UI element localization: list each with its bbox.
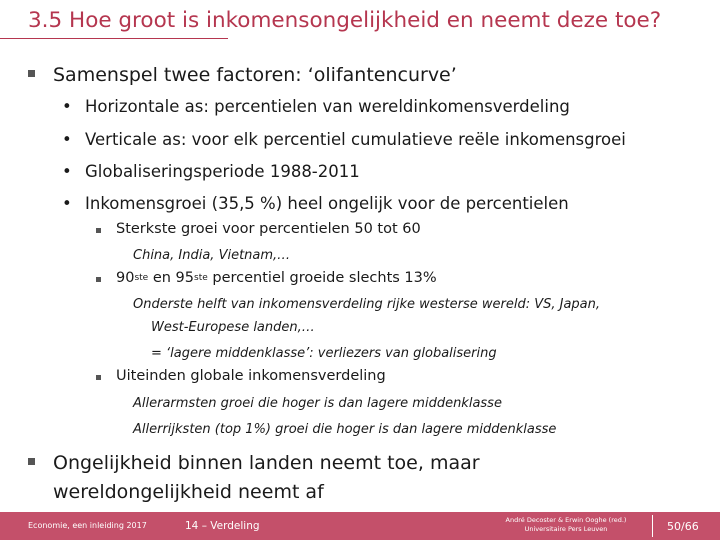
- square-bullet-icon: [96, 277, 101, 282]
- footer-course: Economie, een inleiding 2017: [28, 521, 147, 530]
- detail-point-2-rest: percentiel groeide slechts 13%: [207, 270, 437, 286]
- note-4: = ‘lagere middenklasse’: verliezers van globalisering: [151, 346, 497, 361]
- main-point-1-text: Samenspel twee factoren: ‘olifantencurve’: [53, 64, 457, 86]
- dot-bullet-icon: •: [62, 194, 72, 213]
- footer-chapter: 14 – Verdeling: [185, 520, 260, 532]
- sub-point-1-text: Horizontale as: percentielen van wereldinkomensverdeling: [85, 97, 570, 116]
- ordinal-suffix: ste: [194, 273, 208, 283]
- note-2: Onderste helft van inkomensverdeling rijke westerse wereld: VS, Japan,: [133, 297, 601, 312]
- dot-bullet-icon: •: [62, 130, 72, 149]
- slide-title: 3.5 Hoe groot is inkomensongelijkheid en neemt deze toe?: [28, 8, 662, 33]
- square-bullet-icon: [96, 375, 101, 380]
- footer-divider: [652, 515, 653, 537]
- sub-point-4-text: Inkomensgroei (35,5 %) heel ongelijk voor de percentielen: [85, 194, 569, 213]
- detail-point-2-text: [116, 270, 437, 286]
- percentile-95: en 95: [148, 270, 194, 286]
- note-3: West-Europese landen,…: [151, 320, 315, 335]
- main-point-2-line-1: Ongelijkheid binnen landen neemt toe, maar: [53, 452, 480, 474]
- square-bullet-icon: [28, 70, 35, 77]
- percentile-90: 90: [116, 270, 135, 286]
- title-underline: [0, 38, 228, 39]
- footer-authors-line-2: Universitaire Pers Leuven: [524, 525, 608, 533]
- detail-point-1-text: Sterkste groei voor percentielen 50 tot 60: [116, 221, 421, 237]
- footer-bar: [0, 512, 720, 540]
- detail-point-3-text: Uiteinden globale inkomensverdeling: [116, 368, 386, 384]
- dot-bullet-icon: •: [62, 162, 72, 181]
- square-bullet-icon: [96, 228, 101, 233]
- dot-bullet-icon: •: [62, 97, 72, 116]
- sub-point-2-text: Verticale as: voor elk percentiel cumulatieve reële inkomensgroei: [85, 130, 626, 149]
- sub-point-3-text: Globaliseringsperiode 1988-2011: [85, 162, 360, 181]
- square-bullet-icon: [28, 458, 35, 465]
- note-6: Allerrijksten (top 1%) groei die hoger is dan lagere middenklasse: [133, 422, 557, 437]
- note-1: China, India, Vietnam,…: [133, 248, 291, 263]
- footer-authors-line-1: André Decoster & Erwin Ooghe (red.): [505, 516, 627, 524]
- note-5: Allerarmsten groei die hoger is dan lagere middenklasse: [133, 396, 502, 411]
- main-point-2-line-2: wereldongelijkheid neemt af: [53, 481, 324, 503]
- page-number: 50/66: [667, 520, 699, 533]
- footer-authors: [488, 516, 644, 534]
- ordinal-suffix: ste: [134, 273, 149, 283]
